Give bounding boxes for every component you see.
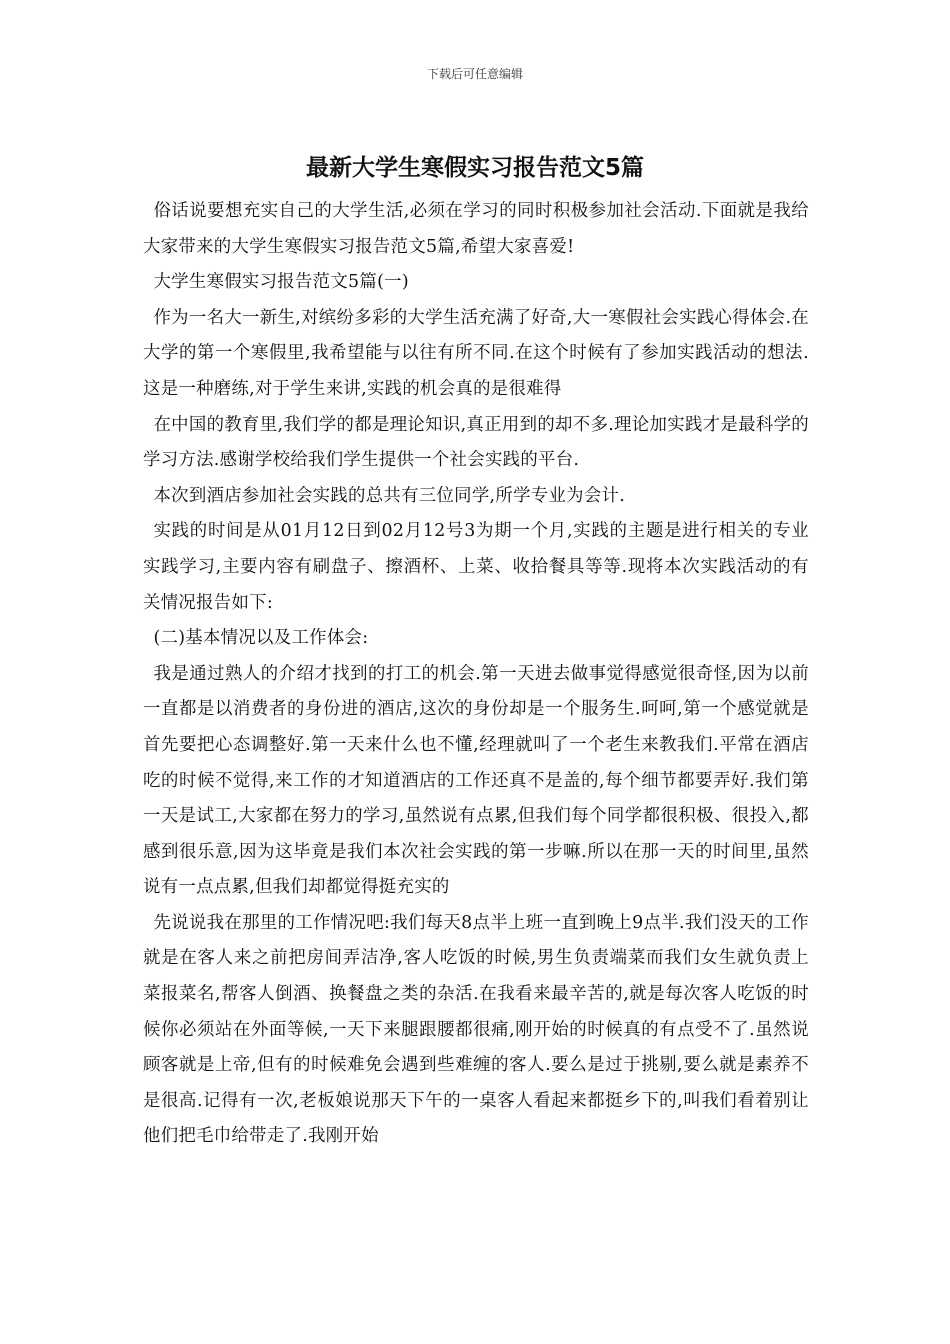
paragraph-intro: 俗话说要想充实自己的大学生活,必须在学习的同时积极参加社会活动.下面就是我给大家带来的大学生寒假实习报告范文5篇,希望大家喜爱! bbox=[143, 201, 809, 257]
paragraph: 本次到酒店参加社会实践的总共有三位同学,所学专业为会计. bbox=[153, 485, 626, 506]
paragraph-section-heading: 大学生寒假实习报告范文5篇(一) bbox=[153, 272, 409, 293]
paragraph-subheading: (二)基本情况以及工作体会: bbox=[153, 628, 369, 649]
paragraph: 作为一名大一新生,对缤纷多彩的大学生活充满了好奇,大一寒假社会实践心得体会.在大学的第一个寒假里,我希望能与以往有所不同.在这个时候有了参加实践活动的想法.这是一种磨练,对于学生来讲,实践的机会真的是很难得 bbox=[143, 307, 809, 399]
document-body bbox=[143, 194, 809, 1155]
page-header-note: 下载后可任意编辑 bbox=[426, 67, 523, 81]
paragraph: 实践的时间是从01月12日到02月12号3为期一个月,实践的主题是进行相关的专业实践学习,主要内容有刷盘子、擦酒杯、上菜、收拾餐具等等.现将本次实践活动的有关情况报告如下: bbox=[143, 521, 809, 613]
paragraph: 我是通过熟人的介绍才找到的打工的机会.第一天进去做事觉得感觉很奇怪,因为以前一直都是以消费者的身份进的酒店,这次的身份却是一个服务生.呵呵,第一个感觉就是首先要把心态调整好.第一天来什么也不懂,经理就叫了一个老生来教我们.平常在酒店吃的时候不觉得,来工作的才知道酒店的工作还真不是盖的,每个细节都要弄好.我们第一天是试工,大家都在努力的学习,虽然说有点累,但我们每个同学都很积极、很投入,都感到很乐意,因为这毕竟是我们本次社会实践的第一步嘛.所以在那一天的时间里,虽然说有一点点累,但我们却都觉得挺充实的 bbox=[143, 663, 809, 898]
paragraph: 先说说我在那里的工作情况吧:我们每天8点半上班一直到晚上9点半.我们没天的工作就是在客人来之前把房间弄洁净,客人吃饭的时候,男生负责端菜而我们女生就负责上菜报菜名,帮客人倒酒、换餐盘之类的杂活.在我看来最辛苦的,就是每次客人吃饭的时候你必须站在外面等候,一天下来腿跟腰都很痛,刚开始的时候真的有点受不了.虽然说顾客就是上帝,但有的时候难免会遇到些难缠的客人.要么是过于挑剔,要么就是素养不是很高.记得有一次,老板娘说那天下午的一桌客人看起来都挺乡下的,叫我们看着别让他们把毛巾给带走了.我刚开始 bbox=[143, 912, 809, 1147]
document-title: 最新大学生寒假实习报告范文5篇 bbox=[305, 155, 644, 181]
paragraph: 在中国的教育里,我们学的都是理论知识,真正用到的却不多.理论加实践才是最科学的学习方法.感谢学校给我们学生提供一个社会实践的平台. bbox=[143, 414, 809, 471]
